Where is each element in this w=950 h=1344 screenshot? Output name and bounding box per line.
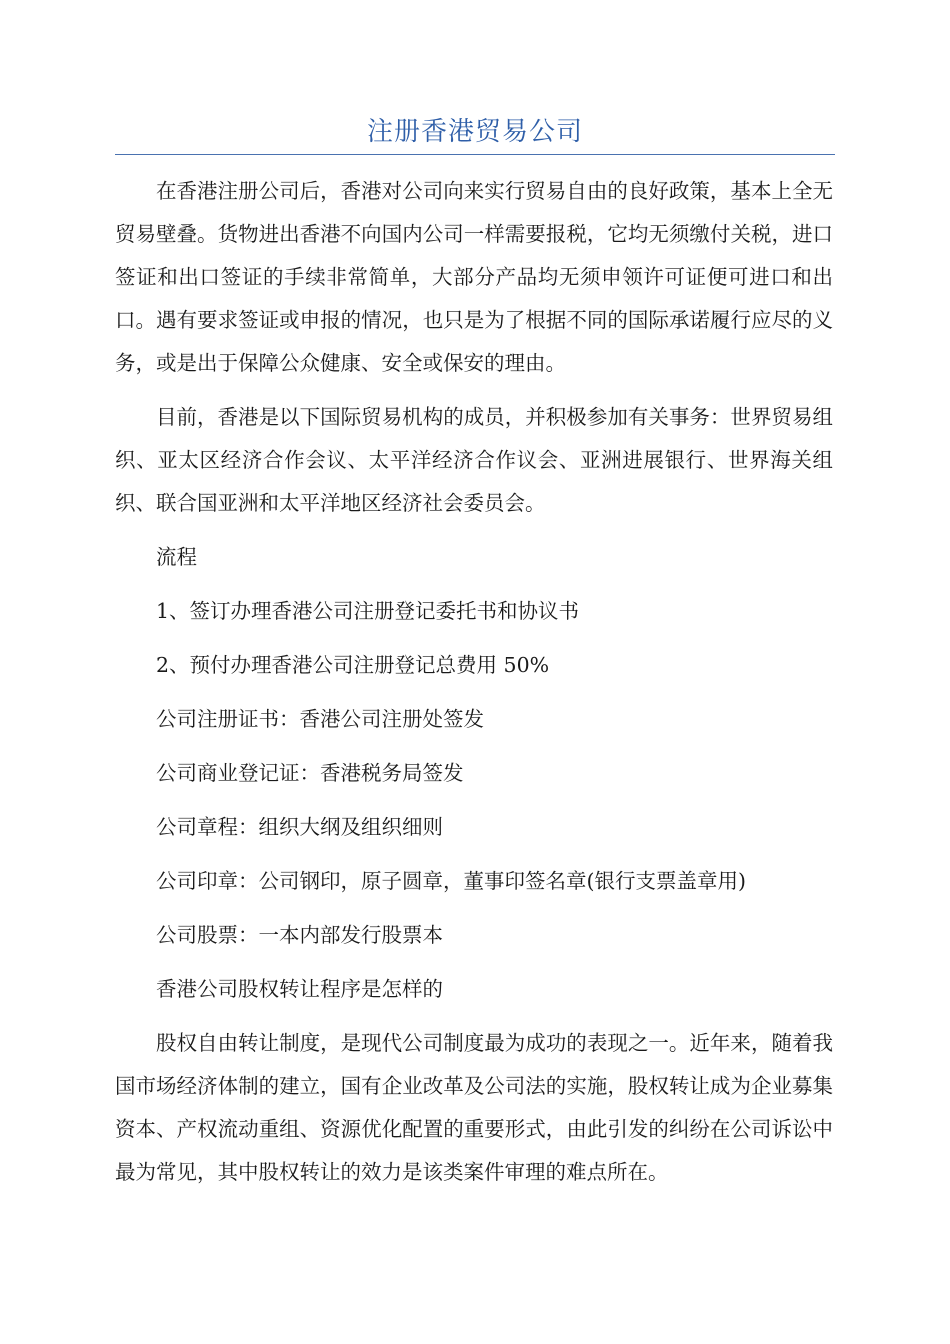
paragraph-trade-organizations: 目前，香港是以下国际贸易机构的成员，并积极参加有关事务：世界贸易组织、亚太区经济合作会议、太平洋经济合作议会、亚洲进展银行、世界海关组织、联合国亚洲和太平洋地区经济社会委员会。 (115, 405, 833, 515)
section-heading-equity-transfer: 香港公司股权转让程序是怎样的 (156, 977, 443, 1001)
paragraph-equity-transfer: 股权自由转让制度，是现代公司制度最为成功的表现之一。近年来，随着我国市场经济体制的建立，国有企业改革及公司法的实施，股权转让成为企业募集资本、产权流动重组、资源优化配置的重要形式，由此引发的纠纷在公司诉讼中最为常见，其中股权转让的效力是该类案件审理的难点所在。 (115, 1031, 833, 1184)
document-body (115, 170, 833, 1194)
process-step-2: 2、预付办理香港公司注册登记总费用 50% (156, 653, 550, 677)
item-share-certificates: 公司股票：一本内部发行股票本 (156, 923, 443, 947)
item-business-registration: 公司商业登记证：香港税务局签发 (156, 761, 464, 785)
process-step-1: 1、签订办理香港公司注册登记委托书和协议书 (156, 599, 580, 623)
document-title: 注册香港贸易公司 (366, 117, 583, 147)
item-registration-certificate: 公司注册证书：香港公司注册处签发 (156, 707, 484, 731)
process-heading: 流程 (156, 545, 197, 569)
title-underline (115, 154, 835, 155)
item-company-seals: 公司印章：公司钢印，原子圆章，董事印签名章(银行支票盖章用) (156, 869, 746, 893)
paragraph-trade-policy: 在香港注册公司后，香港对公司向来实行贸易自由的良好政策，基本上全无贸易壁叠。货物进出香港不向国内公司一样需要报税，它均无须缴付关税，进口签证和出口签证的手续非常简单，大部分产品均无须申领许可证便可进口和出口。遇有要求签证或申报的情况，也只是为了根据不同的国际承诺履行应尽的义务，或是出于保障公众健康、安全或保安的理由。 (115, 179, 833, 375)
item-articles: 公司章程：组织大纲及组织细则 (156, 815, 443, 839)
